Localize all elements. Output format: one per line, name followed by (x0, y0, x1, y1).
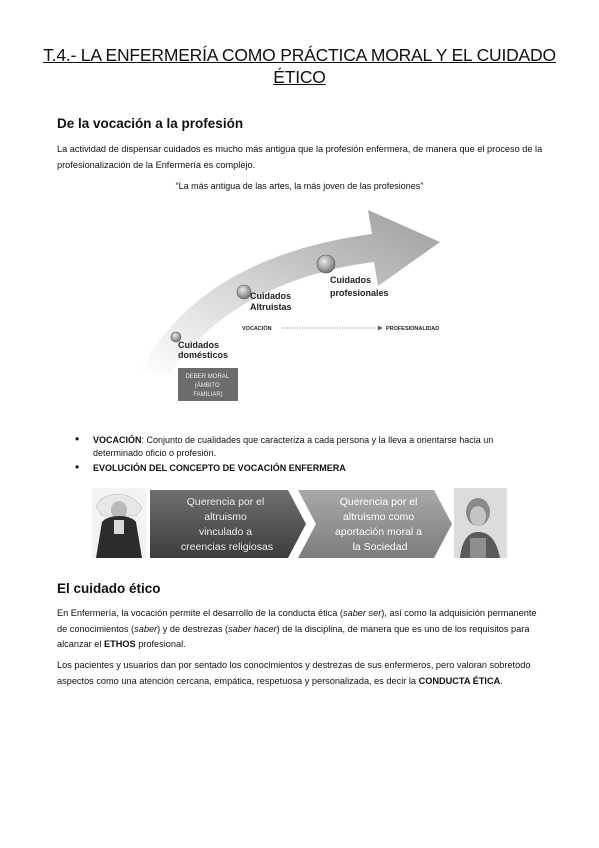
evolution-heading: EVOLUCIÓN DEL CONCEPTO DE VOCACIÓN ENFERMERA (93, 463, 346, 473)
vocation-term: VOCACIÓN (93, 435, 142, 445)
right-chevron-text: Querencia por el altruismo como aportación moral a la Sociedad (335, 496, 423, 553)
intro-paragraph: La actividad de dispensar cuidados es mucho más antigua que la profesión enfermera, de manera que el proceso de la profesionalización de la Enfermería es complejo. (57, 144, 543, 170)
ethical-paragraph-2: Los pacientes y usuarios dan por sentado los conocimientos y destrezas de sus enfermeros, pero valoran sobretodo aspectos como una atención cercana, empática, respetuosa y personalizada, es decir la CONDUCTA ÉTICA. (57, 660, 531, 686)
axis-arrowhead (378, 326, 383, 331)
page-title: T.4.- LA ENFERMERÍA COMO PRÁCTICA MORAL Y EL CUIDADO ÉTICO (43, 45, 556, 87)
bullet-vocation (75, 434, 545, 460)
axis-label-vocation: VOCACIÓN (242, 326, 272, 332)
stage-label-domestic: Cuidados domésticos (178, 340, 229, 360)
axis-label-professionalism: PROFESIONALIDAD (386, 326, 440, 332)
vocation-definition: : Conjunto de cualidades que caracteriza a cada persona y la lleva a orientarse hacia un determinado oficio o profesión. (93, 435, 494, 458)
moral-duty-text: DEBER MORAL (ÁMBITO FAMILIAR) (185, 374, 229, 398)
stage-label-altruistic: Cuidados Altruistas (250, 291, 292, 312)
section-heading-ethical-care: El cuidado ético (57, 581, 161, 596)
nurse-photo (454, 488, 507, 558)
stage-dot-altruistic (237, 285, 251, 299)
ethical-paragraph-1: En Enfermería, la vocación permite el desarrollo de la conducta ética (saber ser), así como la adquisición permanente de conocimientos (saber) y de destrezas (saber hacer) de la disciplina, de manera que es uno de los requisitos para alcanzar el ETHOS profesional. (57, 608, 537, 649)
bullet-list (75, 434, 545, 477)
nun-photo (92, 488, 146, 558)
vocation-evolution-graphic (92, 486, 507, 562)
left-chevron-text: Querencia por el altruismo vinculado a creencias religiosas (180, 496, 274, 553)
stage-dot-professional (317, 255, 335, 273)
bullet-evolution (75, 462, 545, 475)
section-heading-vocation: De la vocación a la profesión (57, 116, 244, 131)
stage-label-professional: Cuidados profesionales (330, 275, 389, 298)
quote: “La más antigua de las artes, la más joven de las profesiones” (175, 181, 424, 191)
vocation-profession-diagram (140, 204, 480, 404)
